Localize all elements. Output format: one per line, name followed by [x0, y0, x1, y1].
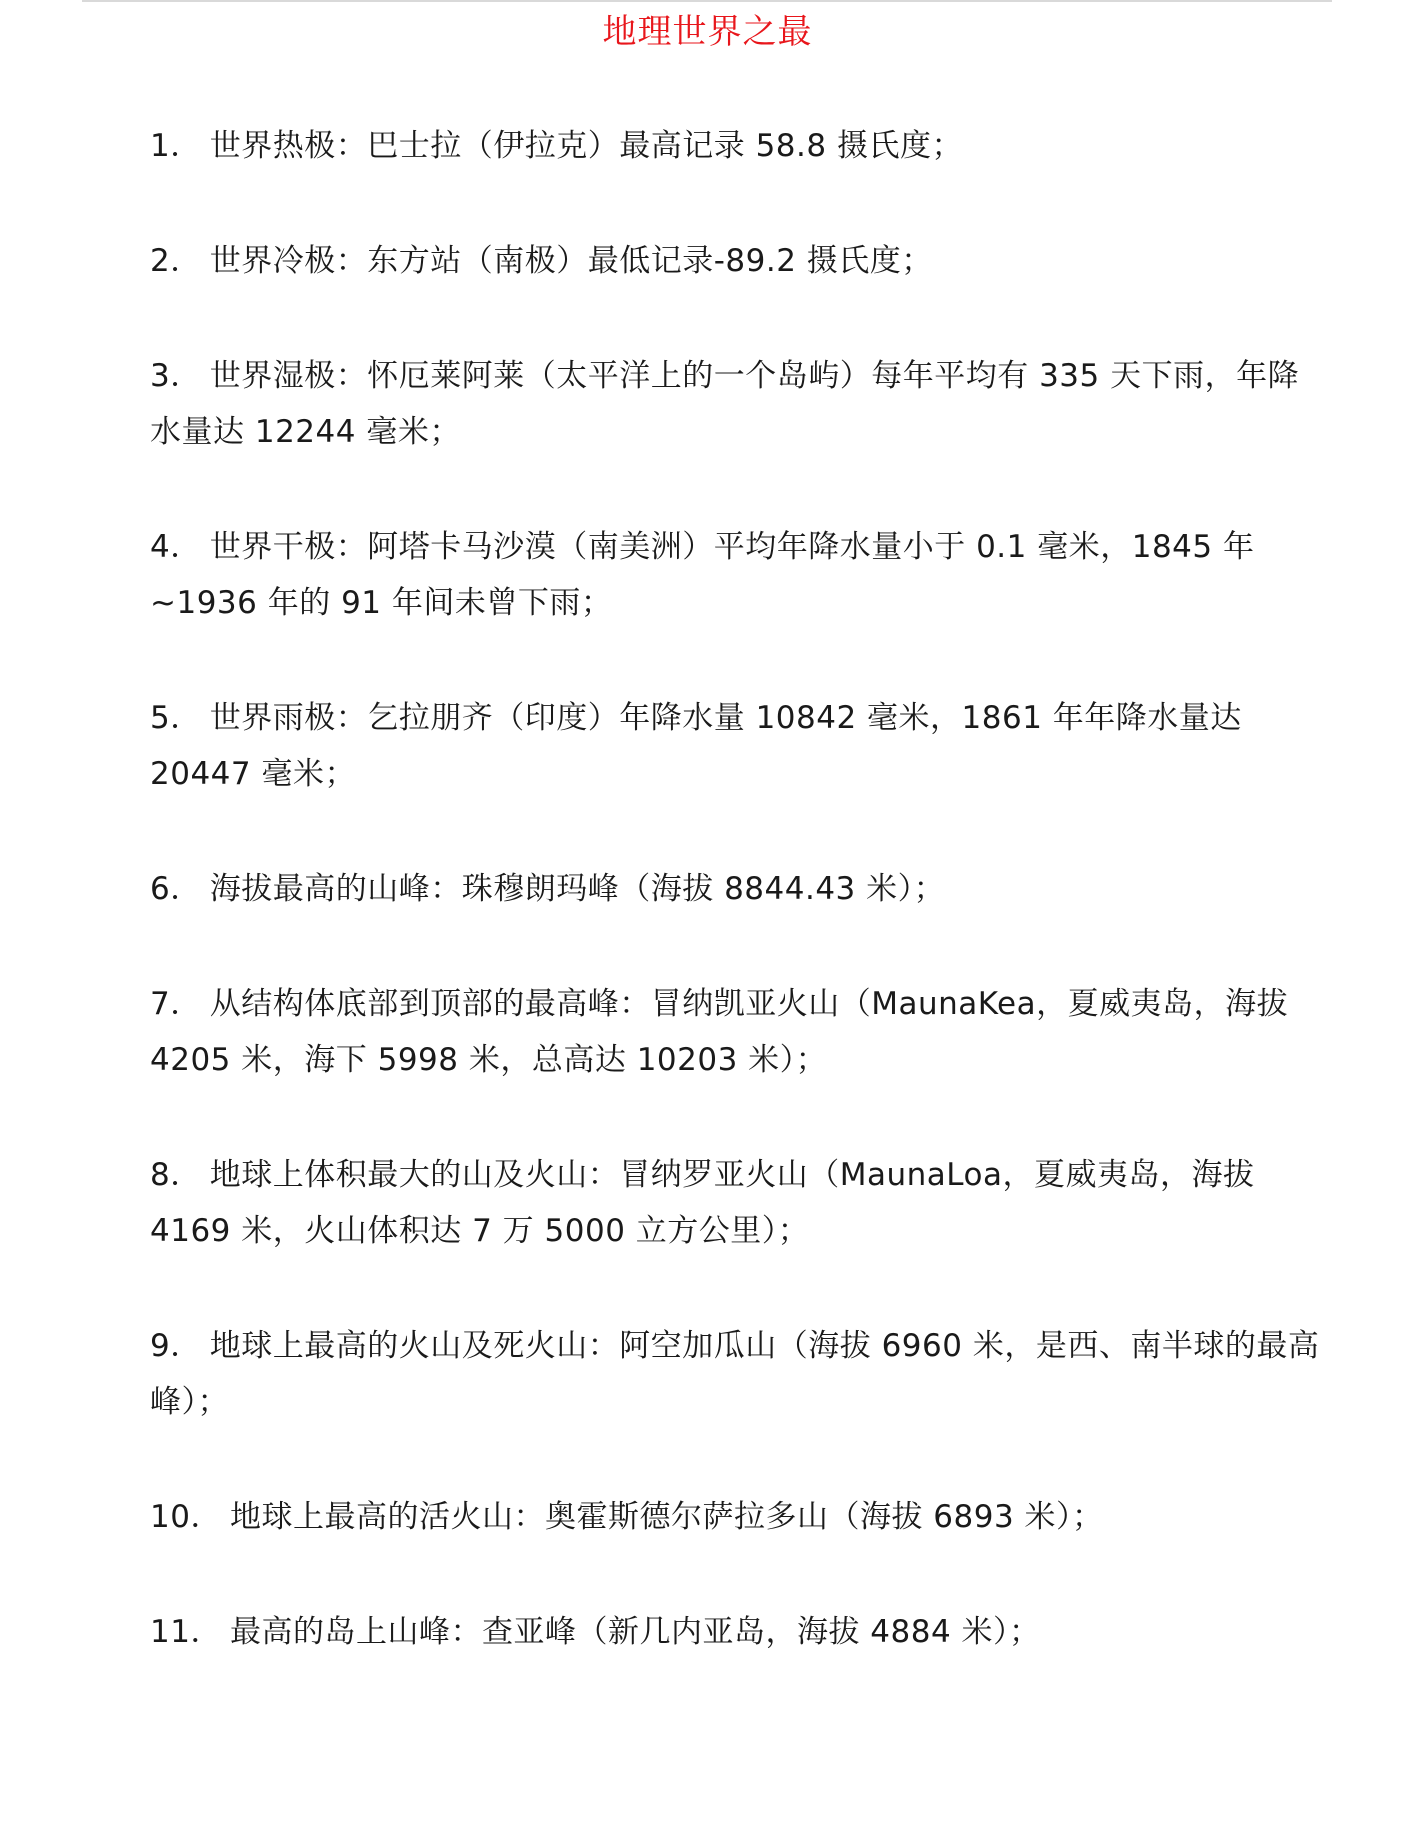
document-title: 地理世界之最	[602, 12, 813, 52]
list-item	[150, 1604, 1330, 1660]
list-item	[150, 348, 1330, 460]
item-number: 8．	[150, 1157, 202, 1193]
item-text: 地球上体积最大的山及火山：冒纳罗亚火山（MaunaLoa，夏威夷岛，海拔 4169 米，火山体积达 7 万 5000 立方公里）；	[150, 1157, 1255, 1249]
item-number: 5．	[150, 700, 202, 736]
item-text: 最高的岛上山峰：查亚峰（新几内亚岛，海拔 4884 米）；	[229, 1614, 1041, 1650]
item-number: 3．	[150, 358, 202, 394]
item-text: 世界热极：巴士拉（伊拉克）最高记录 58.8 摄氏度；	[209, 128, 963, 164]
list-item	[150, 118, 1330, 174]
item-text: 地球上最高的活火山：奥霍斯德尔萨拉多山（海拔 6893 米）；	[229, 1499, 1104, 1535]
facts-list	[150, 118, 1330, 1719]
list-item	[150, 1318, 1330, 1430]
list-item	[150, 976, 1330, 1088]
item-text: 世界湿极：怀厄莱阿莱（太平洋上的一个岛屿）每年平均有 335 天下雨，年降水量达 12244 毫米；	[150, 358, 1300, 450]
item-text: 世界冷极：东方站（南极）最低记录-89.2 摄氏度；	[209, 243, 933, 279]
list-item	[150, 519, 1330, 631]
item-number: 10．	[150, 1499, 222, 1535]
item-text: 世界干极：阿塔卡马沙漠（南美洲）平均年降水量小于 0.1 毫米，1845 年~1936 年的 91 年间未曾下雨；	[150, 529, 1255, 621]
item-number: 9．	[150, 1328, 202, 1364]
list-item	[150, 690, 1330, 802]
item-number: 4．	[150, 529, 202, 565]
item-text: 海拔最高的山峰：珠穆朗玛峰（海拔 8844.43 米）；	[209, 871, 946, 907]
item-text: 地球上最高的火山及死火山：阿空加瓜山（海拔 6960 米，是西、南半球的最高峰）；	[150, 1328, 1320, 1420]
item-number: 11．	[150, 1614, 222, 1650]
item-number: 1．	[150, 128, 202, 164]
list-item	[150, 1147, 1330, 1259]
list-item	[150, 1489, 1330, 1545]
item-number: 2．	[150, 243, 202, 279]
item-number: 7．	[150, 986, 202, 1022]
item-text: 世界雨极：乞拉朋齐（印度）年降水量 10842 毫米，1861 年年降水量达 20447 毫米；	[150, 700, 1242, 792]
list-item	[150, 861, 1330, 917]
list-item	[150, 233, 1330, 289]
item-text: 从结构体底部到顶部的最高峰：冒纳凯亚火山（MaunaKea，夏威夷岛，海拔 4205 米，海下 5998 米，总高达 10203 米）；	[150, 986, 1289, 1078]
item-number: 6．	[150, 871, 202, 907]
top-divider	[82, 0, 1332, 2]
